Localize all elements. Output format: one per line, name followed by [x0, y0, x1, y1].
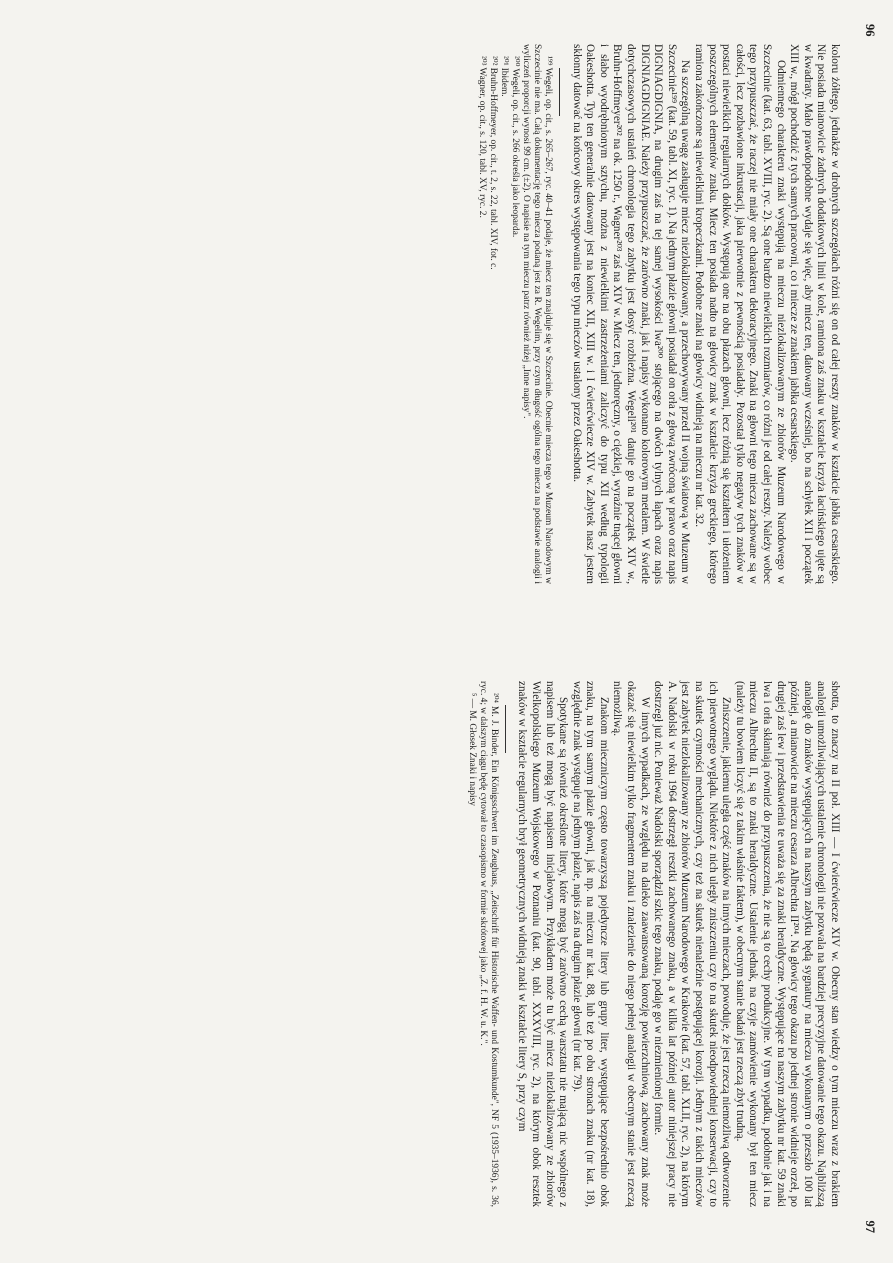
footnote-divider — [559, 68, 560, 116]
paragraph: Znakom mieczniczym często towarzyszą pojedyncze litery lub grupy liter, występujące bezpośrednio obok znaku, na tym samym płazie głowni, jak np. na mieczu nr kat. 88, lub też po obu stronach znaku (nr kat. 18), względnie znak występuje na jednym płazie, napis zaś na drugim płazie głowni (nr kat. 79). — [570, 681, 610, 1207]
page-number: 96 — [863, 24, 877, 37]
paragraph: W innych wypadkach, ze względu na daleko zaawansowaną korozję powierzchniową, zachowany znak może okazać się niewielkim tylko fragmentem znaku i znalezienie do niego pełnej analogii w obecnym stanie jest rzeczą niemożliwą. — [611, 681, 651, 1207]
footnote: ²⁰² Bruhn-Hoffmeyer, op. cit., t. 2, s. 22, tabl. XIV, fot. c. — [488, 56, 499, 270]
footnote: ¹⁹⁹ Wegeli, op. cit., s. 265–267, ryc. 40–41 podaje, że miecz ten znajduje się w Szczecinie. Obecnie miecza tego w Muzeum Narodowym w Szczecinie nie ma. Całą dokumentację tego miecza podaną jest za R. Wegelim, przy czym długość ogólna tego miecza na podstawie analogii i wyliczeń proporcji wynosi 99 cm. (±2). O napisie na tym mieczu patrz również niżej „Inne napisy". — [521, 44, 554, 584]
signature-line: ⁵ — M. Głosek Znaki i napisy — [466, 693, 477, 806]
footnote: ²⁰¹ Ibidem. — [499, 56, 510, 97]
paragraph: Odmiennego charakteru znaki występują na mieczu niezlokalizowanym ze zbiorów Muzeum Narodowego w Szczecinie (kat. 63, tabl. XVIII, ryc. 2). Są one bardzo niewielkich rozmiarów, co różni je od całej reszty. Należy wobec tego przypuszczać, że raczej nie miały one charakteru dekoracyjnego. Znaki na głowni tego miecza zachowane są w całości, lecz pozbawione inkrustacji, jaka pierwotnie z pewnością posiadały. Pozostał tylko negatyw tych znaków w postaci niewielkich regularnych dołków. Występują one na obu płazach głowni, lecz różnią się kształtem i ułożeniem poszczególnych elementów znaku. Miecz ten posiada nadto na głowicy znak w kształcie krzyża greckiego, którego ramiona zakończone są niewielkimi kropeczkami. Podobne znaki na głowicy widnieją na mieczu nr kat. 32. — [693, 44, 787, 584]
text-column — [466, 681, 841, 1207]
text-column — [476, 44, 841, 584]
paragraph: Zniszczenie, jakiemu uległa część znaków na innych mieczach, powoduje, że jest rzeczą niemożliwą odtworzenie ich pierwotnego wyglądu. Niektóre z nich uległy zniszczeniu czy to na skutek nieodpowiedniej konserwacji, czy to na skutek czynności mechanicznych, czy też na skutek nienależnie postępującej korozji. Jednym z takich mieczów jest zabytek niezlokalizowany ze zbiorów Muzeum Narodowego w Krakowie (kat. 57, tabl. XLII, ryc. 2), na którym A. Nadolski w roku 1964 dostrzegł resztki zachowanego znaku, a w kilka lat później autor niniejszej pracy nie dostrzegł już nic. Ponieważ Nadolski sporządził szkic tego znaku, podaję go w niezmienionej formie. — [652, 681, 733, 1207]
footnote: ²⁰⁰ Wegeli, op. cit., s. 266 określa jako leoparda. — [510, 56, 521, 238]
paragraph: shotta, to znaczy na II poł. XIII — I ćwierćwiecze XIV w. Obecny stan wiedzy o tym mieczu wraz z brakiem analogii umożliwiających ustalenie chronologii nie pozwala na bardziej precyzyjne datowanie tego okazu. Najbliższą analogię do znaków występujących na naszym zabytku będą sygnatury na mieczu wykonanym o przeszło 100 lat później, a mianowicie na mieczu cesarza Albrechta II²⁰⁴. Na głowicy tego okazu po jednej stronie widnieje orzeł, po drugiej zaś lew i przedstawienia te uważa się za znaki heraldyczne. Występujące na naszym zabytku nr kat. 59 znaki lwa i orła skłaniają również do przypuszczenia, że nie są to cechy produkcyjne. W tym wypadku, podobnie jak i na mieczu Albrechta II, są to znaki heraldyczne. Ustalenie jednak, na czyje zamówienie wykonany był ten miecz (należy tu bowiem liczyć się z takim właśnie faktem), w obecnym stanie badań jest rzeczą zbyt trudną. — [733, 681, 841, 1207]
footnote: ²⁰³ Wagner, op. cit., s. 120, tabl. XV, ryc. 2. — [477, 56, 488, 218]
page-96 — [0, 0, 893, 631]
page-number: 97 — [863, 1220, 877, 1233]
paragraph: Spotykane są również określone litery, które mogą być zarówno cechą warsztatu nie mającą nic wspólnego z napisem lub też mogą być napisem inicjałowym. Przykładem może tu być miecz niezlokalizowany ze zbiorów Wielkopolskiego Muzeum Wojskowego w Poznaniu (kat. 90, tabl. XXXVIII, ryc. 2), na którym obok resztek znaków w kształcie regularnych brył geometrycznych widnieją znaki w kształcie litery S, przy czym — [516, 681, 570, 1207]
page-97 — [0, 631, 893, 1263]
footnote: ²⁰⁴ M. J. Binder, Ein Königsschwert im Zeughaus, „Zeitschrift für Historische Waffen- und Kostumkunde", NF 5 (1935–1936), s. 36, ryc. 4; w dalszym ciągu będę cytował to czasopismo w formie skrótowej jako „Z. f. H. W. u. K.". — [477, 681, 499, 1207]
paragraph: Na szczególną uwagę zasługuje miecz niezlokalizowany, a przechowywany przed II wojną światową w Muzeum w Szczecinie¹⁹⁹ (kat. 59, tabl. XI, ryc. 1). Na jednym płazie głowni posiadał on orła z głową zwróconą w prawo oraz napis DIGNIAGDIGNIA, na drugim zaś na tej samej wysokości lwa²⁰⁰ stojącego na dwóch tylnych łapach oraz napis DIGNIAGDIGNIAE. Należy przypuszczać, że zarówno znaki, jak i napisy wykonano kolorowym metalem. W świetle dotychczasowych ustaleń chronologia tego zabytku jest dosyć rozbieżna. Wegeli²⁰¹ datuje go na początek XIV w., Bruhn-Hoffmeyer²⁰² na ok. 1250 r., Wagner²⁰³ zaś na XIV w. Miecz ten, jednoręczny, o ciężkiej, wyraźnie tnącej głowni i słabo wyodrębnionym sztychu, można z niewielkimi zastrzeżeniami zaliczyć do typu XII według typologii Oakeshotta. Typ ten generalnie datowany jest na koniec XII, XIII w. i I ćwierćwiecze XIV w. Zabytek nasz jestem skłonny datować na końcowy okres występowania tego typu mieczów ustalony przez Oakeshotta. — [570, 44, 692, 584]
footnote-divider — [505, 705, 506, 753]
paragraph: koloru żółtego, jednakże w drobnych szczegółach różni się on od całej reszty znaków w kształcie jabłka cesarskiego. Nie posiada mianowicie żadnych dodatkowych linii w kole, ramiona zaś znaku w kształcie krzyża łacińskiego ujęte są w kwadraty. Mało prawdopodobne wydaje się więc, aby miecz ten, datowany wcześniej, bo na schyłek XII i początek XIII w., mógł pochodzić z tych samych pracowni, co i miecze ze znakiem jabłka cesarskiego. — [788, 44, 841, 584]
